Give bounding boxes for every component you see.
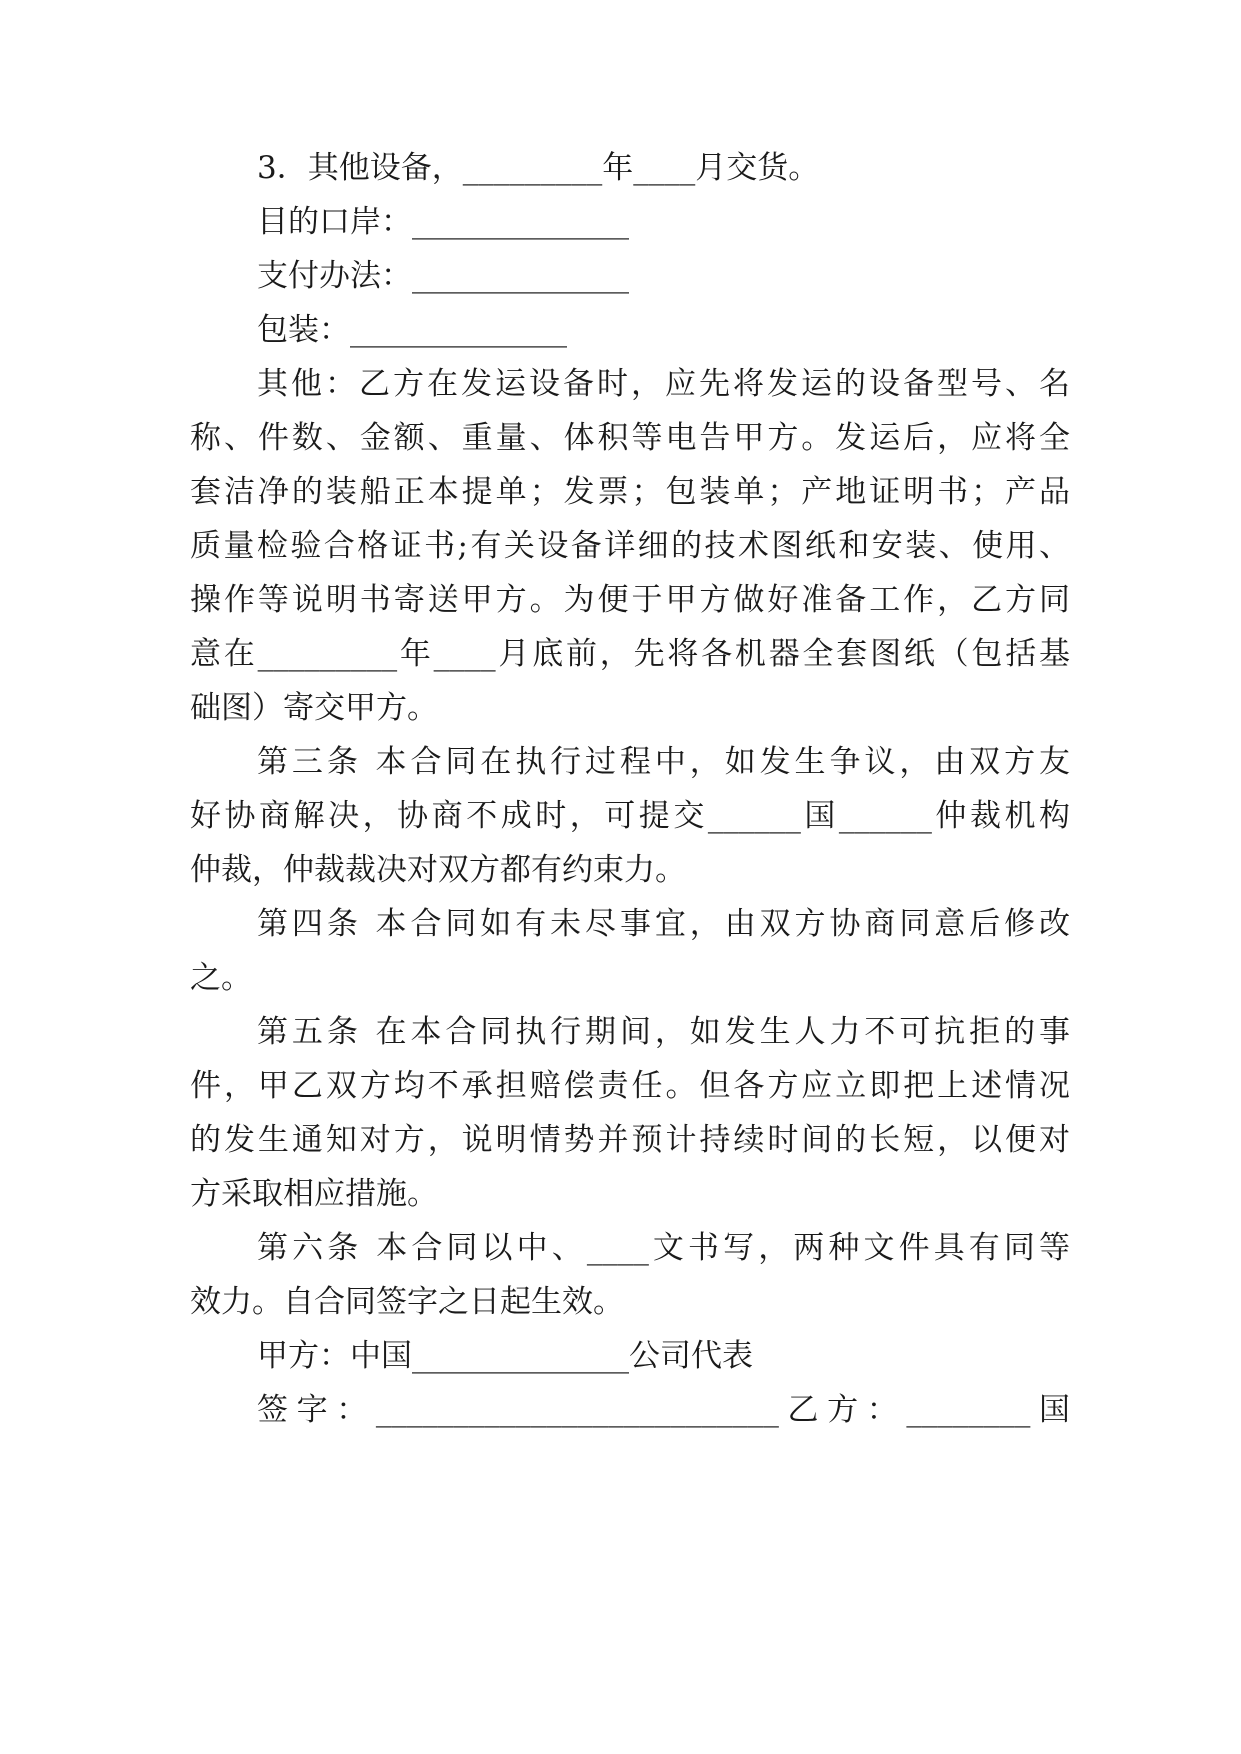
article-4-line-1: 第四条 本合同如有未尽事宜，由双方协商同意后修改 bbox=[257, 906, 1070, 942]
article-5-line-2: 件，甲乙双方均不承担赔偿责任。但各方应立即把上述情况 bbox=[190, 1068, 1070, 1104]
article-5-line-4: 方采取相应措施。 bbox=[190, 1176, 438, 1212]
other-terms-line-1: 其他：乙方在发运设备时，应先将发运的设备型号、名 bbox=[257, 366, 1070, 402]
other-terms-line-7: 础图）寄交甲方。 bbox=[190, 690, 438, 726]
article-6-line-1: 第六条 本合同以中、____文书写，两种文件具有同等 bbox=[257, 1230, 1070, 1266]
signature-party-b-line: 签字：__________________________乙方：________国 bbox=[257, 1392, 1070, 1428]
article-3-line-3: 仲裁，仲裁裁决对双方都有约束力。 bbox=[190, 852, 686, 888]
other-terms-line-3: 套洁净的装船正本提单；发票；包装单；产地证明书；产品 bbox=[190, 474, 1070, 510]
article-3-line-1: 第三条 本合同在执行过程中，如发生争议，由双方友 bbox=[257, 744, 1070, 780]
article-3-line-2: 好协商解决，协商不成时，可提交______国______仲裁机构 bbox=[190, 798, 1070, 834]
destination-port: 目的口岸：______________ bbox=[257, 204, 629, 240]
article-5-line-3: 的发生通知对方，说明情势并预计持续时间的长短，以便对 bbox=[190, 1122, 1070, 1158]
clause-other-equipment: 3．其他设备，_________年____月交货。 bbox=[257, 150, 820, 186]
article-5-line-1: 第五条 在本合同执行期间，如发生人力不可抗拒的事 bbox=[257, 1014, 1070, 1050]
other-terms-line-5: 操作等说明书寄送甲方。为便于甲方做好准备工作，乙方同 bbox=[190, 582, 1070, 618]
article-6-line-2: 效力。自合同签字之日起生效。 bbox=[190, 1284, 624, 1320]
other-terms-line-2: 称、件数、金额、重量、体积等电告甲方。发运后，应将全 bbox=[190, 420, 1070, 456]
payment-method: 支付办法：______________ bbox=[257, 258, 629, 294]
other-terms-line-4: 质量检验合格证书;有关设备详细的技术图纸和安装、使用、 bbox=[190, 528, 1070, 564]
packaging: 包装：______________ bbox=[257, 312, 567, 348]
party-a-signature-line: 甲方：中国______________公司代表 bbox=[257, 1338, 753, 1374]
other-terms-line-6: 意在_________年____月底前，先将各机器全套图纸（包括基 bbox=[190, 636, 1070, 672]
article-4-line-2: 之。 bbox=[190, 960, 252, 996]
